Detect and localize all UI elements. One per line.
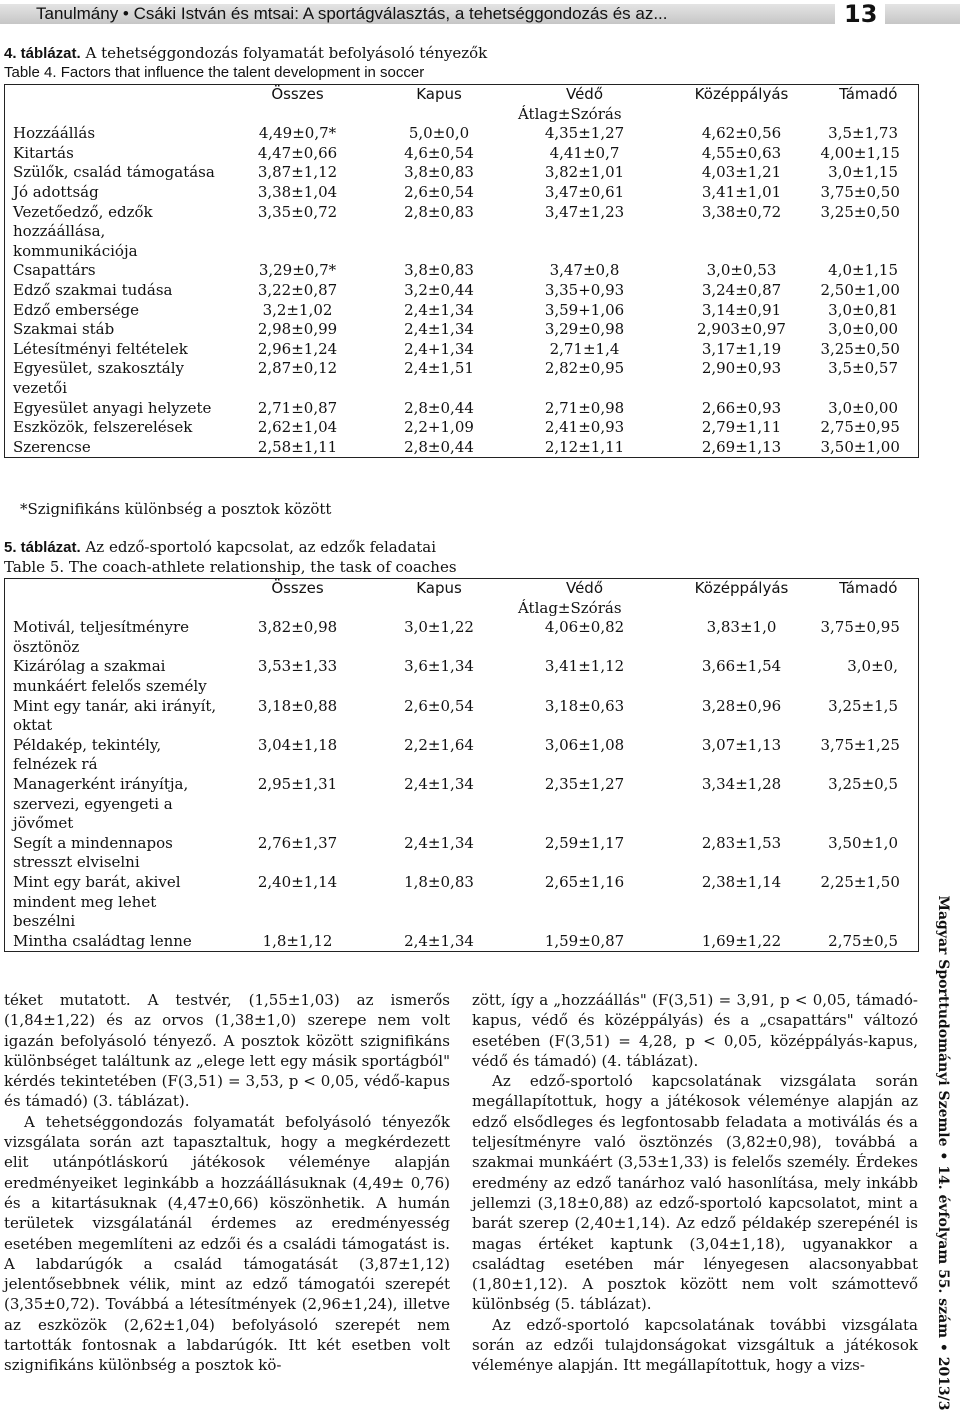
table-cell: 2,35±1,27: [544, 774, 625, 793]
table-cell: 2,8±0,44: [404, 398, 474, 417]
table-cell: 2,71±0,87: [257, 398, 338, 417]
table-cell: 2,76±1,37: [257, 833, 338, 852]
table-cell: 3,2±0,44: [404, 280, 474, 299]
table-cell: 2,4±1,51: [404, 359, 474, 378]
table-cell: 2,75±0,5: [828, 931, 898, 950]
table4-caption-en: Table 4. Factors that influence the talent development in soccer: [4, 64, 425, 81]
row-label: Kizárólag a szakmai munkáért felelős személy: [13, 657, 207, 695]
table-cell: 3,06±1,08: [544, 735, 625, 754]
column-header: Védő: [565, 579, 604, 597]
row-label: Szülők, család támogatása: [13, 163, 215, 182]
table-cell: 4,49±0,7*: [258, 124, 337, 143]
table-cell: 3,47±0,61: [544, 182, 625, 201]
table-cell: 4,03±1,21: [701, 163, 782, 182]
table5-label: 5. táblázat.: [4, 539, 81, 556]
running-head-text: Tanulmány • Csáki István és mtsai: A sportágválasztás, a tehetséggondozás és az...: [36, 4, 668, 23]
table-cell: 2,65±1,16: [544, 872, 625, 891]
table-cell: 2,71±1,4: [549, 339, 620, 358]
subheader-mean-sd: Átlag±Szórás: [517, 104, 622, 123]
table-cell: 2,75±0,95: [820, 418, 900, 437]
table-cell: 3,87±1,12: [257, 163, 338, 182]
table-cell: 3,0±0,00: [828, 398, 898, 417]
row-label: Kitartás: [13, 143, 74, 162]
table-cell: 2,90±0,93: [701, 359, 782, 378]
table-cell: 2,2±1,64: [404, 735, 474, 754]
table-cell: 3,5±0,57: [828, 359, 898, 378]
row-label: Szakmai stáb: [13, 320, 115, 339]
row-label: Segít a mindennapos stresszt elviselni: [13, 833, 173, 872]
row-label: Létesítményi feltételek: [13, 339, 188, 358]
table-cell: 5,0±0,0: [408, 124, 470, 143]
table-cell: 3,17±1,19: [701, 339, 782, 358]
row-label: Edző embersége: [13, 300, 140, 319]
table-cell: 2,4±1,34: [404, 774, 474, 793]
table-cell: 3,04±1,18: [257, 735, 338, 754]
table-cell: 3,47±0,8: [549, 261, 620, 280]
table-cell: 3,66±1,54: [701, 657, 782, 676]
row-label: Példakép, tekintély, felnézek rá: [13, 735, 162, 774]
row-label: Edző szakmai tudása: [13, 280, 173, 299]
row-label: Szerencse: [13, 437, 91, 456]
table-row: [5, 736, 919, 775]
table-cell: 4,35±1,27: [544, 124, 625, 143]
table-cell: 4,47±0,66: [257, 143, 338, 162]
row-label: Egyesület anyagi helyzete: [13, 398, 212, 417]
table-cell: 2,4±1,34: [404, 300, 474, 319]
table-cell: 3,18±0,63: [544, 696, 625, 715]
table-row: [5, 932, 919, 952]
table-cell: 4,62±0,56: [701, 124, 782, 143]
table-cell: 2,4+1,34: [404, 339, 474, 358]
table-cell: 2,4±1,34: [404, 833, 474, 852]
table-row: [5, 301, 919, 321]
table-row: [5, 834, 919, 873]
table-cell: 4,6±0,54: [404, 143, 474, 162]
column-header: Középpályás: [694, 579, 789, 597]
table-cell: 4,00±1,15: [820, 143, 900, 162]
table-row: [5, 320, 919, 340]
table-cell: 3,41±1,12: [544, 657, 625, 676]
table-cell: 3,14±0,91: [701, 300, 782, 319]
table-cell: 1,8±0,83: [404, 872, 474, 891]
table-cell: 2,12±1,11: [544, 437, 625, 456]
table-cell: 2,58±1,11: [257, 437, 338, 456]
row-label: Managerként irányítja, szervezi, egyengeti a jövőmet: [13, 774, 189, 833]
table-cell: 3,25±0,5: [828, 774, 898, 793]
table-row: [5, 657, 919, 696]
table-cell: 3,38±0,72: [701, 202, 782, 221]
table-cell: 3,38±1,04: [257, 182, 338, 201]
table-cell: 2,41±0,93: [544, 418, 625, 437]
table-row: [5, 873, 919, 932]
row-label: Hozzáállás: [13, 124, 96, 143]
text-column-right: [472, 990, 918, 1376]
table-cell: 2,79±1,11: [701, 418, 782, 437]
column-header: Támadó: [839, 579, 898, 597]
header-band-right: [885, 4, 960, 24]
table-cell: 3,0±0,53: [706, 261, 777, 280]
table-cell: 2,98±0,99: [257, 320, 338, 339]
table-row: [5, 144, 919, 164]
table-cell: 3,53±1,33: [257, 657, 338, 676]
table-cell: 3,29±0,7*: [258, 261, 337, 280]
table-row: [5, 775, 919, 834]
row-label: Jó adottság: [13, 182, 99, 201]
row-label: Mint egy tanár, aki irányít, oktat: [13, 696, 217, 735]
table-cell: 3,07±1,13: [701, 735, 782, 754]
table-cell: 2,71±0,98: [544, 398, 625, 417]
table-cell: 4,06±0,82: [544, 618, 625, 637]
table-row: [5, 281, 919, 301]
table-cell: 3,75±1,25: [820, 735, 900, 754]
table-cell: 3,0±0,00: [828, 320, 898, 339]
table-row: [5, 418, 919, 438]
table-row: [5, 124, 919, 144]
table-cell: 2,50±1,00: [820, 280, 900, 299]
table-row: [5, 399, 919, 419]
table-cell: 2,8±0,44: [404, 437, 474, 456]
table-cell: 3,5±1,73: [828, 124, 898, 143]
table-row: [5, 438, 919, 458]
table-cell: 3,82±1,01: [544, 163, 625, 182]
table-cell: 2,4±1,34: [404, 931, 474, 950]
table-row: [5, 261, 919, 281]
table-cell: 3,59+1,06: [544, 300, 625, 319]
table-cell: 2,83±1,53: [701, 833, 782, 852]
column-header: Összes: [271, 579, 324, 597]
empty-header-cell: [5, 579, 222, 599]
table-cell: 3,0±1,22: [404, 618, 474, 637]
column-header: Támadó: [839, 85, 898, 103]
table-cell: 3,75±0,50: [820, 182, 900, 201]
table-cell: 3,8±0,83: [404, 163, 474, 182]
table-row: [5, 203, 919, 262]
page-number: 13: [844, 0, 878, 28]
table-row: [5, 183, 919, 203]
table-cell: 3,35±0,72: [257, 202, 338, 221]
table-cell: 3,0±1,15: [828, 163, 898, 182]
table-cell: 3,50±1,0: [828, 833, 898, 852]
paragraph: zött, így a „hozzáállás" (F(3,51) = 3,91, p < 0,05, támadó-kapus, védő és középpályás) és a „csapattárs" változó esetében (F(3,51) = 4,28, p < 0,05, középpályás-kapus, védő és támadó) (4. táblázat).: [472, 991, 918, 1070]
column-header: Védő: [565, 85, 604, 103]
row-label: Eszközök, felszerelések: [13, 418, 193, 437]
row-label: Vezetőedző, edzők hozzáállása, kommunikációja: [13, 202, 153, 260]
table-cell: 2,59±1,17: [544, 833, 625, 852]
table5: [4, 578, 919, 952]
table-cell: 3,8±0,83: [404, 261, 474, 280]
table4-label: 4. táblázat.: [4, 45, 81, 62]
table-cell: 2,903±0,97: [697, 320, 786, 339]
table-cell: 2,66±0,93: [701, 398, 782, 417]
text-column-left: [4, 990, 450, 1376]
table-cell: 1,59±0,87: [544, 931, 625, 950]
table4-title-hu: A tehetséggondozás folyamatát befolyásoló tényezők: [80, 44, 488, 62]
table-cell: 3,25±1,5: [828, 696, 898, 715]
table-cell: 3,82±0,98: [257, 618, 338, 637]
empty-subheader-cell: [5, 599, 222, 619]
table-row: [5, 618, 919, 657]
table-cell: 3,25±0,50: [820, 202, 900, 221]
table-cell: 4,41±0,7: [549, 143, 620, 162]
table-cell: 2,40±1,14: [257, 872, 338, 891]
table-cell: 3,34±1,28: [701, 774, 782, 793]
column-header: Kapus: [416, 85, 462, 103]
table5-caption-hu: [4, 538, 436, 557]
table-cell: 2,6±0,54: [404, 696, 474, 715]
table5-caption-en: Table 5. The coach-athlete relationship, the task of coaches: [4, 558, 457, 576]
table-cell: 3,41±1,01: [701, 182, 782, 201]
journal-sidebar: [930, 895, 956, 1411]
table-cell: 2,95±1,31: [257, 774, 338, 793]
table-cell: 3,6±1,34: [404, 657, 474, 676]
row-label: Motivál, teljesítményre ösztönöz: [13, 618, 190, 656]
table-cell: 2,25±1,50: [820, 872, 900, 891]
row-label: Egyesület, szakosztály vezetői: [13, 359, 185, 397]
empty-subheader-cell: [5, 105, 222, 125]
row-label: Mintha családtag lenne: [13, 931, 192, 950]
table-cell: 3,83±1,0: [706, 618, 777, 637]
table-cell: 2,4±1,34: [404, 320, 474, 339]
paragraph: A tehetséggondozás folyamatát befolyásoló tényezők vizsgálata során azt tapasztaltuk, hogy a megkérdezett elit utánpótláskorú játékosok véleménye alapján eredményeiket leginkább a hozzáállásuknak (4,49± 0,76) és a kitartásuknak (4,47±0,66) köszönhetik. A humán területek vizsgálatánál érdemes az eredményesség esetében megemlíteni az edzői és a családi támogatást is. A labdarúgók a család támogatását (3,87±1,12) jelentősebbnek vélik, mint az edző támogatói szerepét (3,35±0,72). Továbbá a létesítmények (2,96±1,24), illetve az eszközök (2,62±1,04) befolyásoló szerepét nem tartották fontosnak a labdarúgók. Itt két esetben volt szignifikáns különbség a posztok kö-: [4, 1112, 450, 1375]
table-cell: 3,18±0,88: [257, 696, 338, 715]
running-header: [0, 0, 960, 30]
table-cell: 1,8±1,12: [262, 931, 333, 950]
table-cell: 3,24±0,87: [701, 280, 782, 299]
column-header: Középpályás: [694, 85, 789, 103]
paragraph: téket mutatott. A testvér, (1,55±1,03) az ismerős (1,84±1,22) és az orvos (1,38±1,0) szerepe nem volt igazán befolyásoló tényező. A posztok között szignifikáns különbséget találtunk az „elege lett egy másik sportágból" kérdés tekintetében (F(3,51) = 3,53, p < 0,05, védő-kapus és támadó) (3. táblázat).: [4, 991, 450, 1111]
paragraph: Az edző-sportoló kapcsolatának vizsgálata során megállapítottuk, hogy a játékosok véleménye alapján az edző elsődleges és legfontosabb feladata a motiválás és a teljesítményre való ösztönzés (3,82±0,98), továbbá a szakmai munkáért (3,53±1,33) is felelős személy. Érdekes eredmény az edző tanárhoz való hasonlítása, mely inkább jellemzi (3,18±0,88) az edző-sportoló kapcsolatot, mint a barát szerep (2,40±1,14). Az edző példakép szerepénél is magas értéket kaptunk (3,04±1,18), ugyanakkor a családtag esetében már lényegesen alacsonyabbat (1,80±1,12). A posztok között nem volt számottevő különbség (5. táblázat).: [472, 1072, 918, 1314]
table-row: [5, 163, 919, 183]
row-label: Mint egy barát, akivel mindent meg lehet beszélni: [13, 872, 181, 931]
table-cell: 3,28±0,96: [701, 696, 782, 715]
table-cell: 2,69±1,13: [701, 437, 782, 456]
table-cell: 3,25±0,50: [820, 339, 900, 358]
table4: [4, 84, 919, 458]
table4-footnote: *Szignifikáns különbség a posztok között: [20, 500, 332, 518]
table-cell: 2,6±0,54: [404, 182, 474, 201]
journal-name: Magyar Sporttudományi Szemle • 14. évfolyam 55. szám • 2013/3: [935, 895, 951, 1411]
table-cell: 3,2±1,02: [262, 300, 333, 319]
paragraph: Az edző-sportoló kapcsolatának további vizsgálata során az edzői tulajdonságokat vizsgáltuk a játékosok véleménye alapján. Itt megállapítottuk, hogy a vizs-: [472, 1315, 918, 1375]
table-cell: 2,2+1,09: [404, 418, 474, 437]
column-header: Kapus: [416, 579, 462, 597]
empty-header-cell: [5, 85, 222, 105]
table-cell: 3,22±0,87: [257, 280, 338, 299]
table-cell: 2,96±1,24: [257, 339, 338, 358]
table-cell: 3,0±0,: [847, 657, 898, 676]
table-cell: 3,29±0,98: [544, 320, 625, 339]
table-cell: 4,55±0,63: [701, 143, 782, 162]
table-cell: 2,8±0,83: [404, 202, 474, 221]
table-row: [5, 359, 919, 398]
table-cell: 3,75±0,95: [820, 618, 900, 637]
table-cell: 1,69±1,22: [701, 931, 782, 950]
table-cell: 3,35+0,93: [544, 280, 625, 299]
table4-caption-hu: [4, 44, 487, 63]
table-row: [5, 340, 919, 360]
table-cell: 3,0±0,81: [828, 300, 898, 319]
table-cell: 3,47±1,23: [544, 202, 625, 221]
table-cell: 2,82±0,95: [544, 359, 625, 378]
row-label: Csapattárs: [13, 261, 96, 280]
table-cell: 4,0±1,15: [828, 261, 898, 280]
subheader-mean-sd: Átlag±Szórás: [517, 598, 622, 617]
table-cell: 2,62±1,04: [257, 418, 338, 437]
table-cell: 2,87±0,12: [257, 359, 338, 378]
table-cell: 3,50±1,00: [820, 437, 900, 456]
table5-title-hu: Az edző-sportoló kapcsolat, az edzők feladatai: [80, 538, 437, 556]
table-row: [5, 697, 919, 736]
table-cell: 2,38±1,14: [701, 872, 782, 891]
column-header: Összes: [271, 85, 324, 103]
